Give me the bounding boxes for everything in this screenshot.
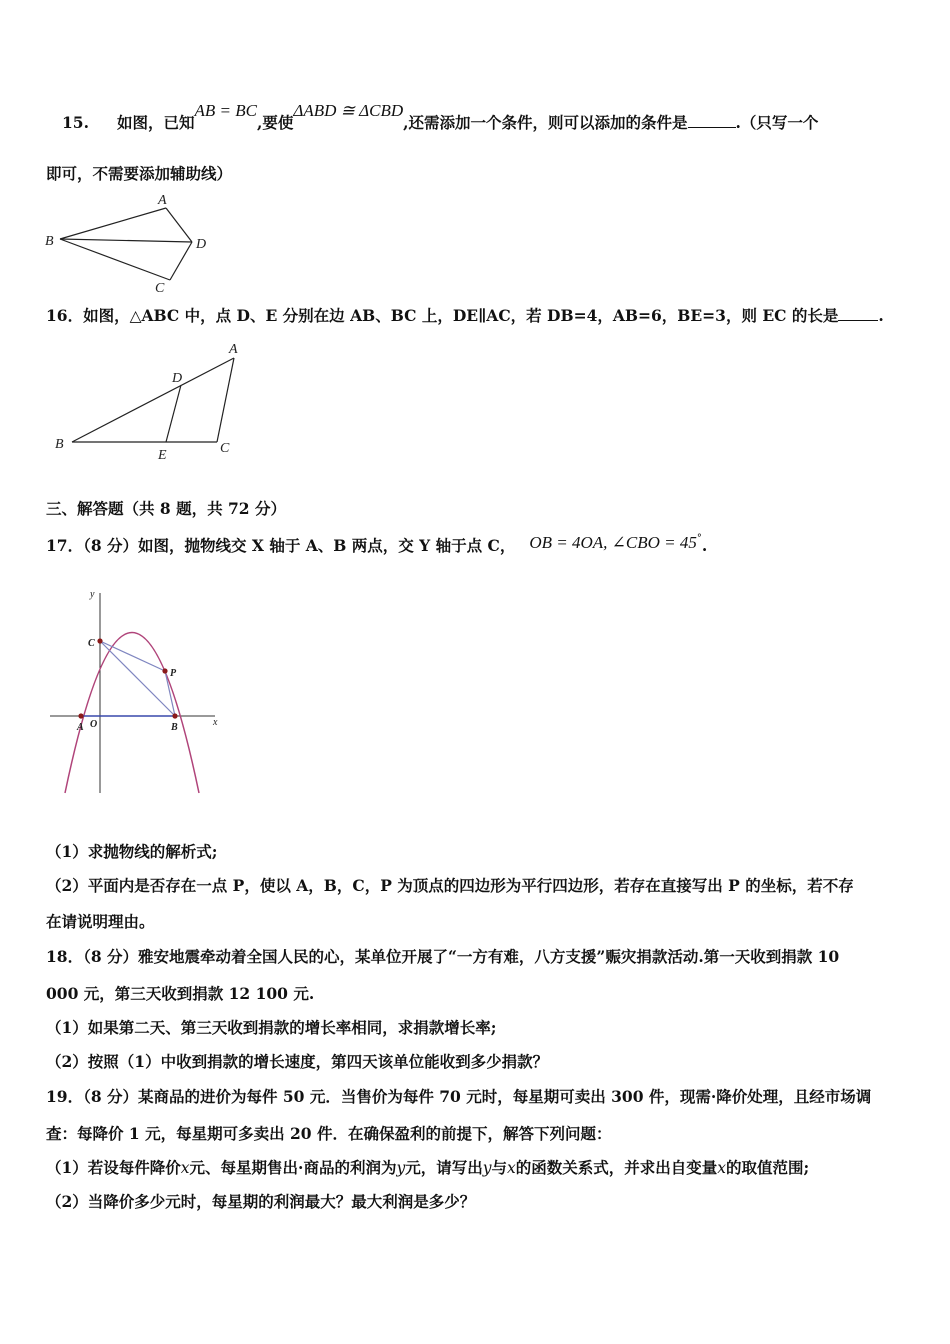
q15-line-2 bbox=[46, 164, 910, 184]
q18-part-2: （2）按照（1）中收到捐款的增长速度，第四天该单位能收到多少捐款？ bbox=[46, 1052, 549, 1071]
q17-point-p bbox=[162, 668, 167, 673]
q19-var-x-2: x bbox=[507, 1159, 516, 1177]
q16-edge-ac bbox=[217, 358, 234, 442]
q16-answer-blank bbox=[838, 320, 878, 321]
q17-label-o: O bbox=[90, 719, 98, 730]
q16-edge-ba bbox=[72, 358, 234, 442]
q15-text-1: 如图，已知 bbox=[116, 113, 195, 132]
q17-point-c bbox=[97, 638, 102, 643]
q15-edge-ba bbox=[60, 208, 166, 239]
q18-line-2: 000 元，第三天收到捐款 12 100 元. bbox=[46, 984, 315, 1003]
q19-line-2: 查：每降价 1 元，每星期可多卖出 20 件．在确保盈利的前提下，解答下列问题： bbox=[46, 1124, 612, 1143]
q18-part-1: （1）如果第二天、第三天收到捐款的增长率相同，求捐款增长率; bbox=[46, 1018, 497, 1037]
q19-var-y-2: y bbox=[482, 1159, 492, 1177]
q17-text-1: 17．（8 分）如图，抛物线交 X 轴于 A、B 两点，交 Y 轴于点 C， bbox=[46, 536, 516, 555]
q17-parabola-curve bbox=[65, 633, 199, 794]
q17-point-a bbox=[78, 713, 83, 718]
section-3-title: 三、解答题（共 8 题，共 72 分） bbox=[46, 499, 286, 518]
q17-line-1 bbox=[46, 533, 910, 559]
q16-text-1: 16．如图，△ABC 中，点 D、E 分别在边 AB、BC 上，DE∥AC，若 DB=4，AB=6，BE=3，则 EC 的长是 bbox=[46, 306, 839, 325]
q17-part-2-line-1: （2）平面内是否存在一点 P，使以 A，B，C，P 为顶点的四边形为平行四边形，若存在直接写出 P 的坐标，若不存 bbox=[46, 876, 854, 895]
q17-text-2: . bbox=[701, 536, 708, 555]
q19-part-1-text-b: 元、每星期售出·商品的利润为 bbox=[189, 1158, 397, 1177]
q17-segment-cb bbox=[100, 641, 175, 716]
q16-line-1 bbox=[46, 306, 910, 326]
q18-line-1: 18．（8 分）雅安地震牵动着全国人民的心，某单位开展了“一方有难，八方支援”赈灾捐款活动.第一天收到捐款 10 bbox=[46, 947, 840, 966]
q19-part-1-text-e: 的函数关系式，并求出自变量 bbox=[515, 1158, 718, 1177]
q15-label-c: C bbox=[155, 281, 165, 296]
q17-segment-cp bbox=[100, 641, 165, 671]
q15-text-5: 即可，不需要添加辅助线） bbox=[46, 164, 233, 183]
q19-line-1: 19．（8 分）某商品的进价为每件 50 元．当售价为每件 70 元时，每星期可卖出 300 件，现需·降价处理，且经市场调 bbox=[46, 1087, 872, 1106]
q15-answer-blank bbox=[688, 127, 736, 128]
q17-point-b bbox=[172, 713, 177, 718]
q15-text-2: ,要使 bbox=[256, 113, 294, 132]
q15-math-congruence: ΔABD ≅ ΔCBD bbox=[293, 101, 404, 120]
q16-text-2: . bbox=[878, 306, 884, 325]
q17-degree-sign: ° bbox=[696, 533, 702, 544]
q17-label-b: B bbox=[171, 722, 178, 733]
q19-part-1 bbox=[46, 1158, 910, 1178]
q16-segment-de bbox=[166, 385, 181, 442]
q15-label-b: B bbox=[45, 234, 54, 249]
q15-number: 15. bbox=[62, 113, 89, 132]
q16-label-a: A bbox=[229, 342, 238, 357]
q17-label-a: A bbox=[77, 722, 84, 733]
q15-figure-kite bbox=[40, 190, 220, 295]
q19-var-x-3: x bbox=[717, 1159, 727, 1177]
q15-edge-dc bbox=[170, 242, 192, 280]
q19-part-1-text-c: 元，请写出 bbox=[405, 1158, 483, 1177]
q19-var-x-1: x bbox=[180, 1159, 190, 1177]
q15-text-3: ,还需添加一个条件，则可以添加的条件是 bbox=[403, 113, 688, 132]
q16-label-b: B bbox=[55, 437, 64, 452]
q16-figure-triangle bbox=[50, 338, 250, 468]
q17-label-x: x bbox=[213, 717, 218, 728]
q16-label-d: D bbox=[172, 371, 183, 386]
q16-label-e: E bbox=[158, 448, 167, 463]
q15-edge-bd bbox=[60, 239, 192, 242]
q19-part-1-text-d: 与 bbox=[491, 1158, 508, 1177]
q19-part-1-text-f: 的取值范围; bbox=[726, 1158, 810, 1177]
q15-text-4: .（只写一个 bbox=[735, 113, 819, 132]
q15-edge-ad bbox=[166, 208, 192, 242]
q17-part-2-line-2: 在请说明理由。 bbox=[46, 912, 155, 931]
q19-var-y-1: y bbox=[396, 1159, 406, 1177]
q17-label-c: C bbox=[88, 638, 95, 649]
q17-label-p: P bbox=[170, 668, 177, 679]
q15-edge-cb bbox=[60, 239, 170, 280]
q17-part-1: （1）求抛物线的解析式; bbox=[46, 842, 218, 861]
q16-label-c: C bbox=[220, 441, 230, 456]
q17-figure-parabola bbox=[45, 585, 230, 800]
q19-part-2: （2）当降价多少元时，每星期的利润最大？最大利润是多少？ bbox=[46, 1192, 476, 1211]
q15-label-d: D bbox=[196, 237, 207, 252]
q15-line-1 bbox=[62, 101, 910, 133]
q17-math-conditions: OB = 4OA, ∠CBO = 45 bbox=[529, 533, 697, 552]
q15-label-a: A bbox=[158, 193, 167, 208]
q19-part-1-text-a: （1）若设每件降价 bbox=[46, 1158, 181, 1177]
q17-label-y: y bbox=[90, 589, 95, 600]
q15-math-ab-bc: AB = BC bbox=[194, 101, 257, 120]
